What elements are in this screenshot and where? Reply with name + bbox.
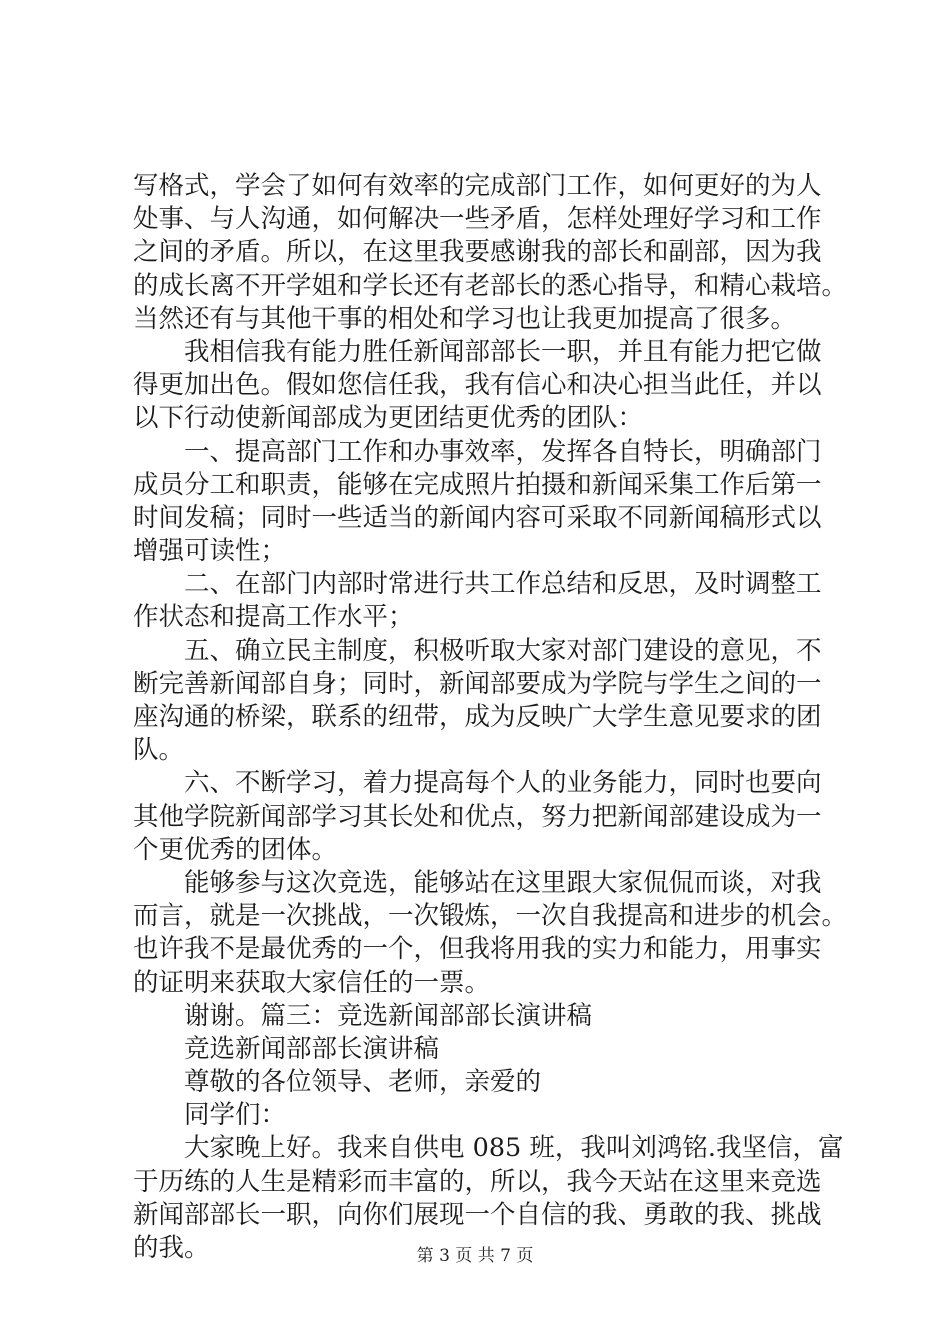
section-title-line: 竞选新闻部部长演讲稿: [184, 1033, 440, 1064]
text-line: 于历练的人生是精彩而丰富的，所以，我今天站在这里来竞选: [133, 1166, 822, 1197]
text-line: 队。: [133, 735, 185, 766]
text-line: 新闻部部长一职，向你们展现一个自信的我、勇敢的我、挑战: [133, 1199, 822, 1230]
text-line: 作状态和提高工作水平；: [133, 602, 414, 633]
text-line: 之间的矛盾。所以，在这里我要感谢我的部长和副部，因为我: [133, 237, 822, 268]
paragraph-start-line: 一、提高部门工作和办事效率，发挥各自特长，明确部门: [184, 436, 822, 467]
text-line: 写格式，学会了如何有效率的完成部门工作，如何更好的为人: [133, 171, 822, 201]
paragraph-start-line: 谢谢。篇三：竞选新闻部部长演讲稿: [184, 1000, 593, 1031]
text-line: 的我。: [133, 1233, 210, 1263]
text-line: 增强可读性；: [133, 536, 287, 567]
text-line: 其他学院新闻部学习其长处和优点，努力把新闻部建设成为一: [133, 801, 822, 832]
paragraph-start-line: 能够参与这次竞选，能够站在这里跟大家侃侃而谈，对我: [184, 867, 822, 898]
text-line: 而言，就是一次挑战，一次锻炼，一次自我提高和进步的机会。: [133, 901, 848, 932]
paragraph-start-line: 大家晚上好。我来自供电 085 班，我叫刘鸿铭.我坚信，富: [184, 1133, 844, 1164]
salutation-line: 尊敬的各位领导、老师，亲爱的: [184, 1067, 542, 1098]
text-line: 个更优秀的团体。: [133, 834, 338, 865]
text-line: 时间发稿；同时一些适当的新闻内容可采取不同新闻稿形式以: [133, 502, 822, 533]
text-line: 处事、与人沟通，如何解决一些矛盾，怎样处理好学习和工作: [133, 204, 822, 235]
page-number-footer: 第 3 页 共 7 页: [416, 1246, 534, 1266]
paragraph-start-line: 我相信我有能力胜任新闻部部长一职，并且有能力把它做: [184, 336, 822, 367]
text-line: 也许我不是最优秀的一个，但我将用我的实力和能力，用事实: [133, 934, 822, 965]
text-line: 的证明来获取大家信任的一票。: [133, 967, 491, 998]
text-line: 的成长离不开学姐和学长还有老部长的悉心指导，和精心栽培。: [133, 270, 848, 301]
text-line: 座沟通的桥梁，联系的纽带，成为反映广大学生意见要求的团: [133, 702, 822, 732]
salutation-line: 同学们：: [184, 1100, 287, 1131]
paragraph-start-line: 二、在部门内部时常进行共工作总结和反思，及时调整工: [184, 569, 822, 600]
document-body: [133, 170, 848, 1265]
text-line: 得更加出色。假如您信任我，我有信心和决心担当此任，并以: [133, 370, 822, 401]
text-line: 成员分工和职责，能够在完成照片拍摄和新闻采集工作后第一: [133, 469, 822, 500]
text-line: 以下行动使新闻部成为更团结更优秀的团队：: [133, 403, 644, 434]
text-line: 断完善新闻部自身；同时，新闻部要成为学院与学生之间的一: [133, 668, 822, 699]
paragraph-start-line: 五、确立民主制度，积极听取大家对部门建设的意见，不: [184, 635, 822, 666]
text-line: 当然还有与其他干事的相处和学习也让我更加提高了很多。: [133, 303, 797, 334]
paragraph-start-line: 六、不断学习，着力提高每个人的业务能力，同时也要向: [184, 768, 822, 799]
